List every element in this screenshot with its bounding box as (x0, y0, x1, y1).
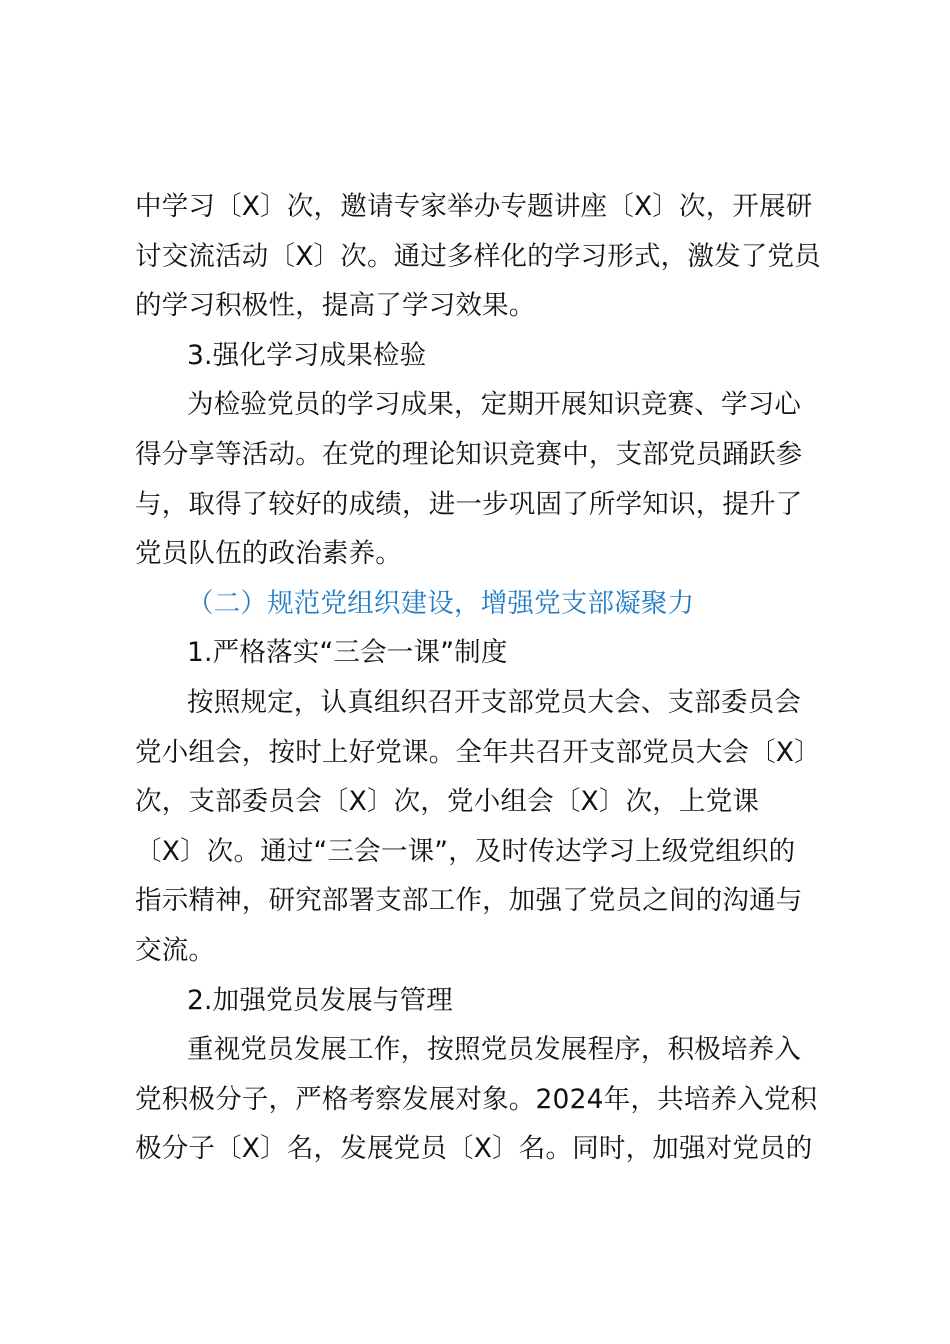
paragraph-line-2: 讨交流活动〔X〕次。通过多样化的学习形式，激发了党员 (135, 240, 821, 272)
paragraph-line-12: 指示精神，研究部署支部工作，加强了党员之间的沟通与 (135, 885, 803, 917)
document-body (135, 182, 851, 1174)
paragraph-line-4: 为检验党员的学习成果，定期开展知识竞赛、学习心 (187, 389, 802, 421)
paragraph-line-11: 〔X〕次。通过“三会一课”，及时传达学习上级党组织的 (135, 835, 796, 867)
subheading-2: 2.加强党员发展与管理 (187, 984, 453, 1016)
paragraph-line-13: 交流。 (135, 934, 216, 966)
paragraph-line-6: 与，取得了较好的成绩，进一步巩固了所学知识，提升了 (135, 488, 803, 520)
paragraph-line-9: 党小组会，按时上好党课。全年共召开支部党员大会〔X〕 (135, 736, 821, 768)
paragraph-line-5: 得分享等活动。在党的理论知识竞赛中，支部党员踊跃参 (135, 438, 803, 470)
subheading-1: 1.严格落实“三会一课”制度 (187, 637, 508, 669)
paragraph-line-14: 重视党员发展工作，按照党员发展程序，积极培养入 (187, 1034, 802, 1066)
paragraph-line-7: 党员队伍的政治素养。 (135, 538, 402, 570)
section-heading-2: （二）规范党组织建设，增强党支部凝聚力 (187, 587, 695, 619)
paragraph-line-1: 中学习〔X〕次，邀请专家举办专题讲座〔X〕次，开展研 (135, 191, 813, 222)
paragraph-line-8: 按照规定，认真组织召开支部党员大会、支部委员会 (187, 686, 802, 718)
paragraph-line-10: 次，支部委员会〔X〕次，党小组会〔X〕次，上党课 (135, 786, 760, 818)
subheading-3: 3.强化学习成果检验 (187, 339, 427, 371)
paragraph-line-16: 极分子〔X〕名，发展党员〔X〕名。同时，加强对党员的 (135, 1133, 813, 1165)
paragraph-line-15: 党积极分子，严格考察发展对象。2024年，共培养入党积 (135, 1083, 818, 1115)
paragraph-line-3: 的学习积极性，提高了学习效果。 (135, 290, 536, 322)
